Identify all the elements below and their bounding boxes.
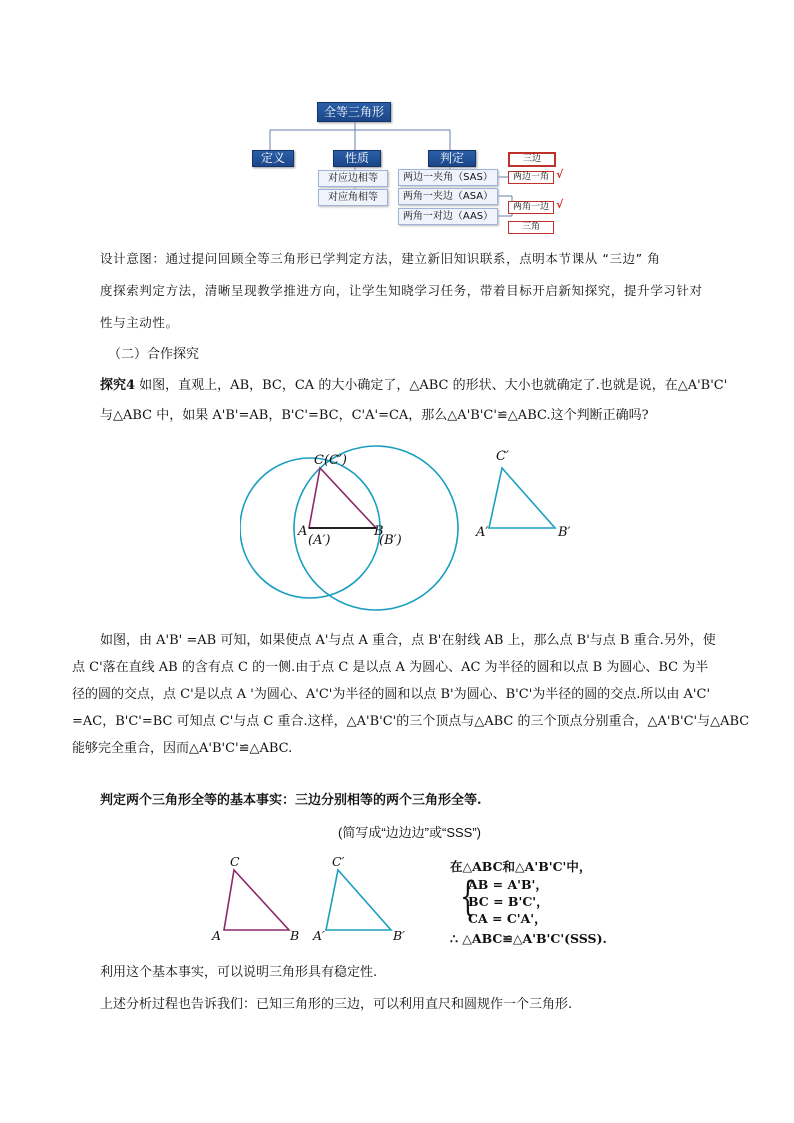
label-a-prime-right: A′ — [476, 525, 489, 540]
label-b: B — [374, 524, 384, 539]
triangle-abc-left — [224, 870, 289, 930]
branch-criteria: 判定 — [428, 150, 476, 167]
explore-label: 探究4 — [100, 378, 136, 393]
explore-text1: 如图，直观上，AB，BC，CA 的大小确定了，△ABC 的形状、大小也就确定了.也就是说，在△A'B'C' — [135, 378, 728, 393]
design-intent-line2: 度探索判定方法，清晰呈现教学推进方向，让学生知晓学习任务，带着目标开启新知探究，提升学习针对 — [100, 283, 703, 298]
explore-line2: 与△ABC 中，如果 A'B'=AB，B'C'=BC，C'A'=CA，那么△A'B'C'≌△ABC.这个判断正确吗? — [100, 408, 649, 423]
label-a-prime: A′ — [313, 928, 325, 943]
basic-fact: 判定两个三角形全等的基本事实：三边分别相等的两个三角形全等. — [100, 793, 482, 808]
proof-conclusion: ∴ △ABC≌△A'B'C'(SSS). — [450, 931, 607, 946]
analysis-line2: 点 C'落在直线 AB 的含有点 C 的一侧.由于点 C 是以点 A 为圆心、AC 为半径的圆和以点 B 为圆心、BC 为半 — [72, 660, 709, 675]
analysis-line3: 径的圆的交点，点 C'是以点 A '为圆心、A'C'为半径的圆和以点 B'为圆心、B'C'为半径的圆的交点.所以由 A'C' — [72, 687, 711, 702]
proof-eq2: BC = B'C'， — [468, 894, 549, 909]
branch-properties: 性质 — [333, 150, 381, 167]
closing-line1: 利用这个基本事实，可以说明三角形具有稳定性. — [100, 965, 378, 980]
label-a: A — [298, 524, 308, 539]
figure-two-triangles — [200, 852, 430, 947]
analysis-line4: =AC，B'C'=BC 可知点 C'与点 C 重合.这样，△A'B'C'的三个顶点与△ABC 的三个顶点分别重合，△A'B'C'与△ABC — [72, 714, 750, 729]
criterion-asa: 两角一夹边（ASA） — [398, 188, 498, 205]
concept-root: 全等三角形 — [317, 102, 391, 122]
proof-eq3: CA = C'A'， — [468, 911, 547, 926]
label-a: A — [212, 928, 222, 943]
label-b-prime-right: B′ — [558, 525, 571, 540]
triangle-a-b-c-prime — [489, 468, 555, 528]
item-three-sides: 三边 — [508, 152, 556, 167]
label-a-prime: (A′) — [308, 533, 331, 548]
analysis-line5: 能够完全重合，因而△A'B'C'≌△ABC. — [72, 741, 293, 756]
triangle-prime-right — [326, 870, 391, 930]
proof-intro: 在△ABC和△A'B'C'中， — [450, 859, 592, 874]
section-title: （二）合作探究 — [108, 347, 200, 362]
property-sides: 对应边相等 — [318, 170, 388, 187]
label-c: C — [230, 854, 240, 869]
item-three-angles: 三角 — [508, 221, 554, 234]
item-two-angles-side: 两角一边 — [508, 201, 554, 214]
branch-definition: 定义 — [252, 150, 294, 167]
label-b-prime: B′ — [393, 928, 406, 943]
explore-line1 — [100, 375, 727, 397]
abbreviation: (简写成“边边边”或“SSS”) — [338, 825, 481, 840]
design-intent-line1: 设计意图：通过提问回顾全等三角形已学判定方法，建立新旧知识联系，点明本节课从 “三边” 角 — [100, 251, 661, 266]
analysis-line1: 如图，由 A'B' =AB 可知，如果使点 A'与点 A 重合，点 B'在射线 AB 上，那么点 B'与点 B 重合.另外，使 — [100, 633, 716, 648]
figure-circles — [240, 440, 590, 620]
label-c-prime: C′ — [332, 854, 345, 869]
label-b: B — [290, 928, 300, 943]
criterion-aas: 两角一对边（AAS） — [398, 208, 498, 225]
check-icon: √ — [556, 168, 564, 181]
item-two-sides-angle: 两边一角 — [508, 171, 554, 184]
proof-eq1: AB = A'B'， — [468, 877, 548, 892]
check-icon: √ — [556, 198, 564, 211]
label-c-cprime: C(C′) — [314, 453, 347, 468]
property-angles: 对应角相等 — [318, 189, 388, 206]
label-b-prime: (B′) — [379, 533, 402, 548]
triangle-abc — [309, 468, 376, 528]
brace-icon: { — [460, 874, 476, 920]
closing-line2: 上述分析过程也告诉我们：已知三角形的三边，可以利用直尺和圆规作一个三角形. — [100, 997, 573, 1012]
design-intent-line3: 性与主动性。 — [100, 315, 179, 330]
criterion-sas: 两边一夹角（SAS） — [398, 169, 498, 186]
label-c-prime-right: C′ — [496, 449, 509, 464]
